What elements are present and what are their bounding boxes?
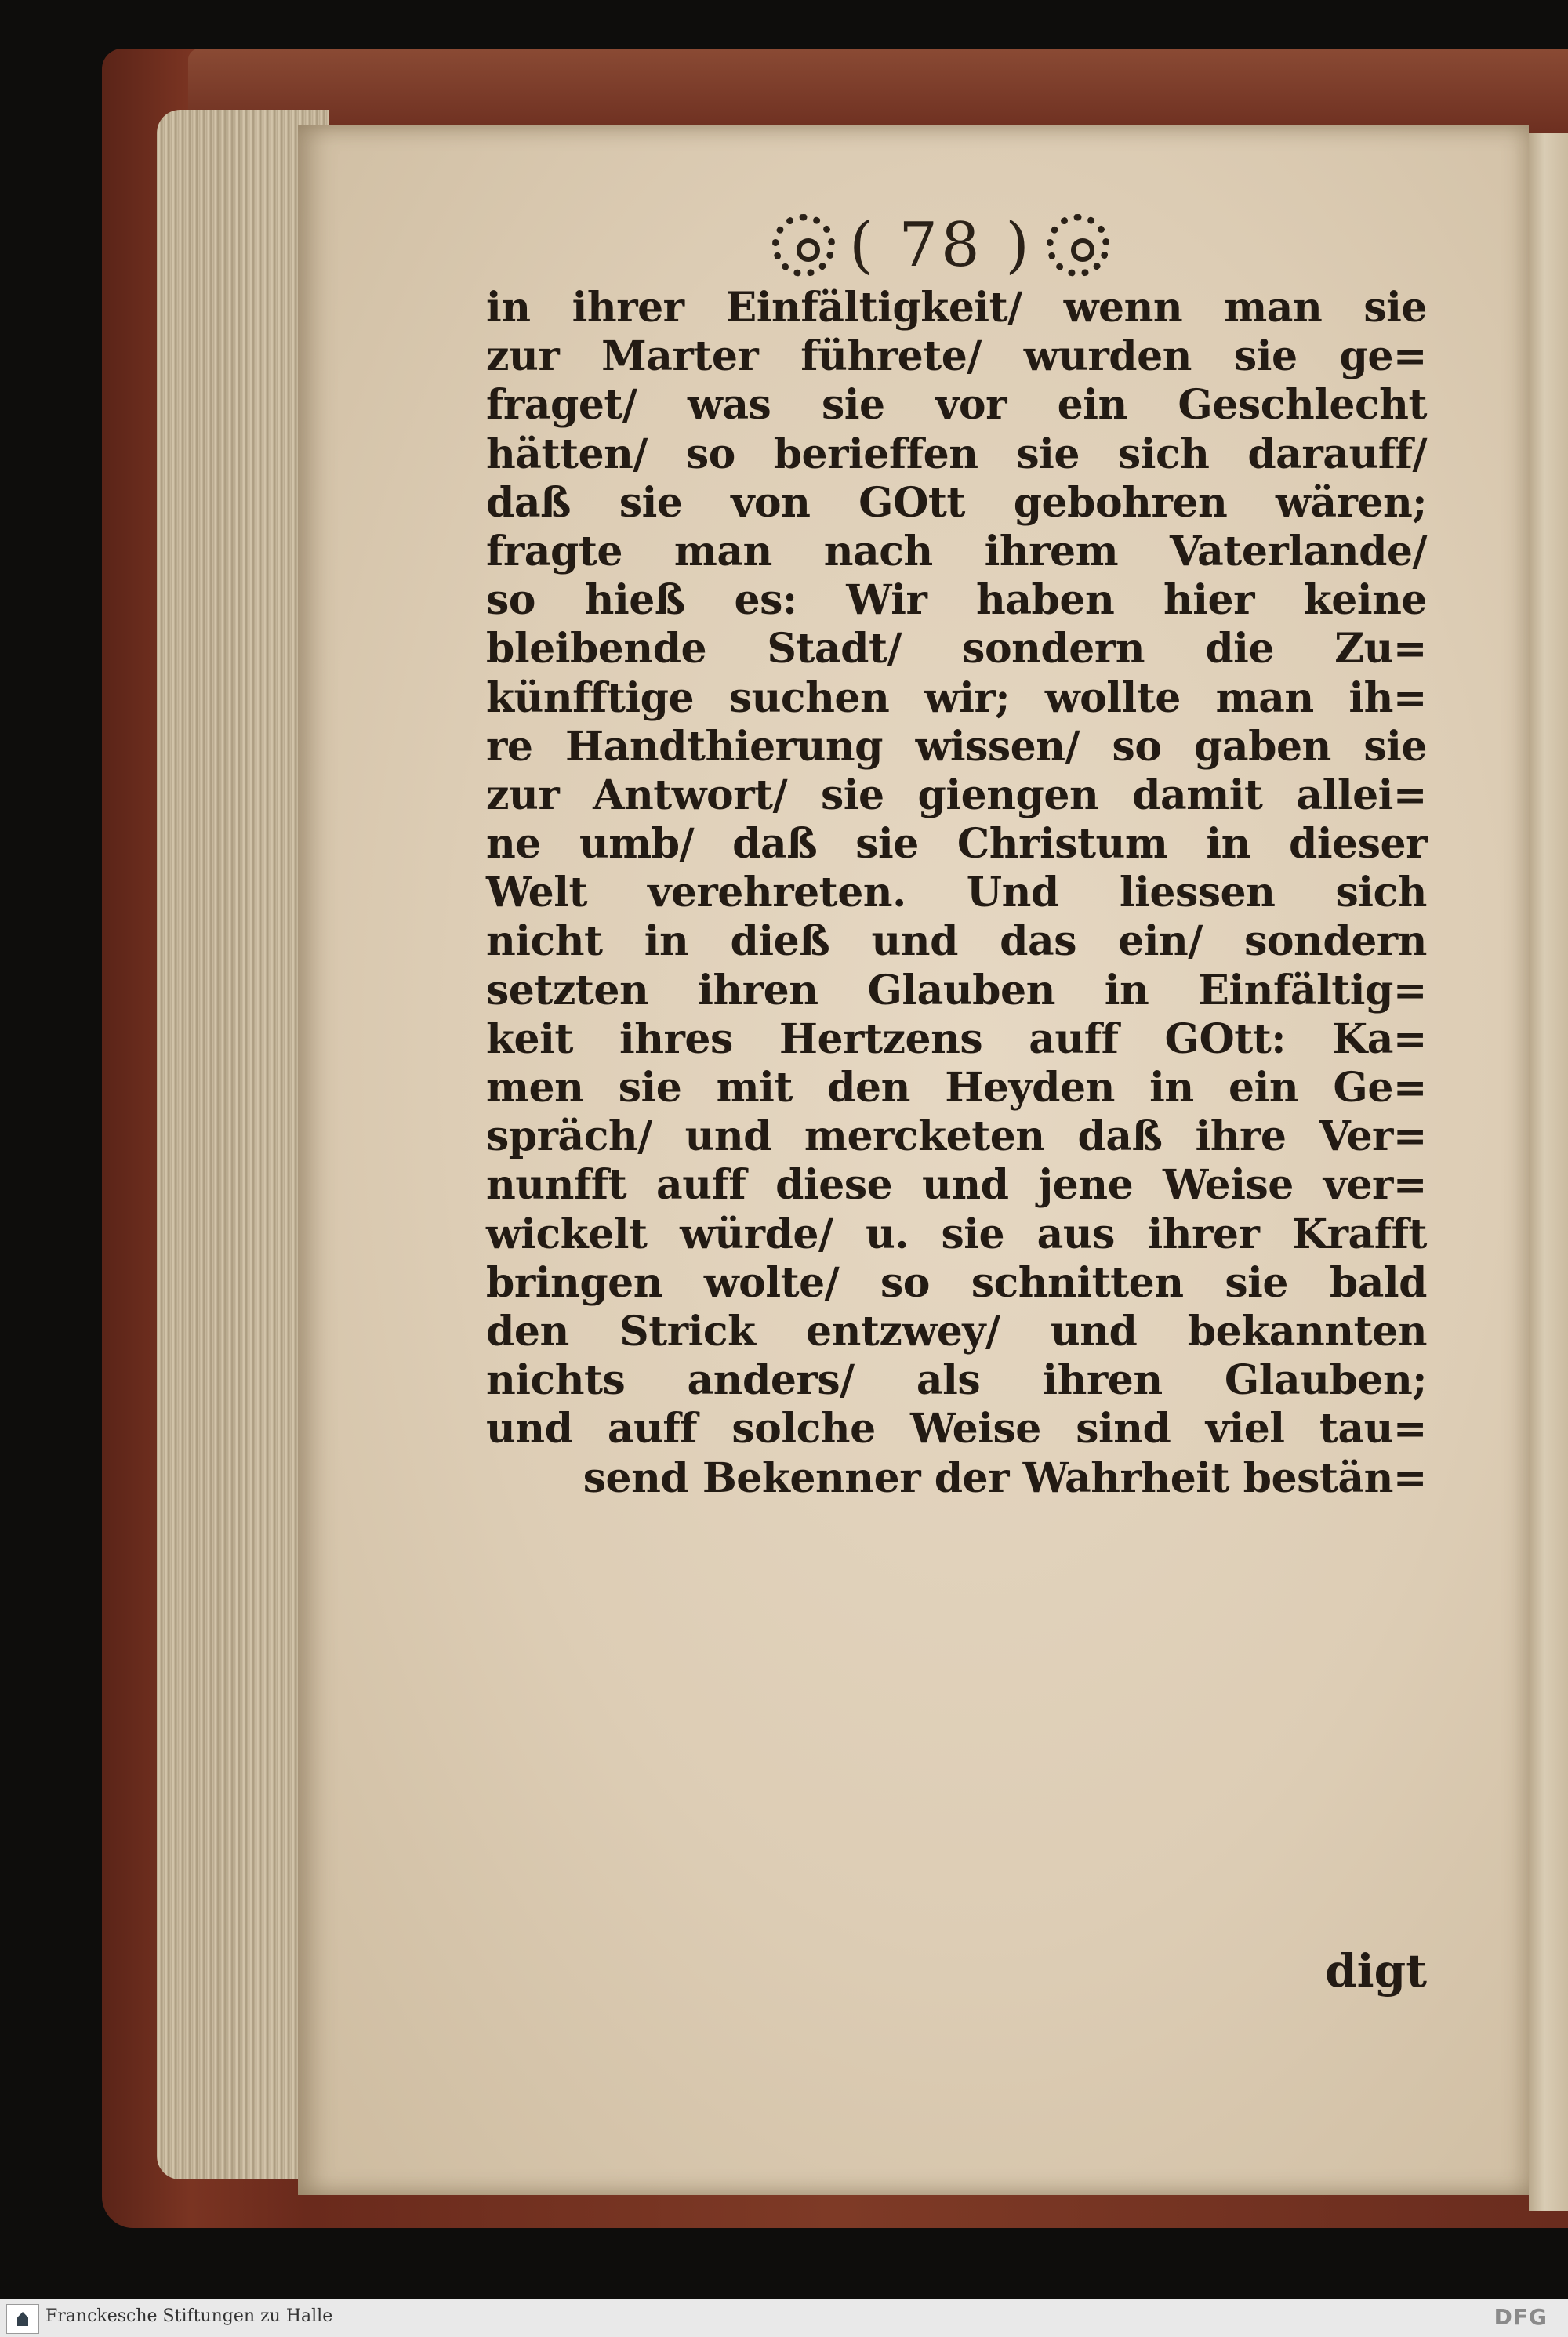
viewer-footer: [0, 2299, 1568, 2337]
text-line: men sie mit den Heyden in ein Ge=: [486, 1064, 1427, 1112]
text-line: bleibende Stadt/ sondern die Zu=: [486, 625, 1427, 673]
text-line: wickelt würde/ u. sie aus ihrer Krafft: [486, 1210, 1427, 1258]
text-line: send Bekenner der Wahrheit bestän=: [583, 1453, 1427, 1502]
text-line: zur Marter führete/ wurden sie ge=: [486, 332, 1427, 381]
text-line: in ihrer Einfältigkeit/ wenn man sie: [486, 284, 1427, 332]
rosette-ornament-icon: [772, 214, 835, 277]
text-line: zur Antwort/ sie giengen damit allei=: [486, 771, 1427, 819]
text-line: daß sie von GOtt gebohren wären;: [486, 478, 1427, 527]
text-line: ne umb/ daß sie Christum in dieser: [486, 820, 1427, 869]
text-line: künfftige suchen wir; wollte man ih=: [486, 673, 1427, 722]
text-line: den Strick entzwey/ und bekannten: [486, 1307, 1427, 1355]
text-line: nunfft auff diese und jene Weise ver=: [486, 1161, 1427, 1210]
text-line: keit ihres Hertzens auff GOtt: Ka=: [486, 1014, 1427, 1063]
catchword: digt: [1325, 1944, 1427, 1998]
page-number: ( 78 ): [849, 210, 1033, 281]
text-line: Welt verehreten. Und liessen sich: [486, 869, 1427, 917]
text-line: bringen wolte/ so schnitten sie bald: [486, 1258, 1427, 1307]
text-line: spräch/ und mercketen daß ihre Ver=: [486, 1112, 1427, 1161]
text-line: nicht in dieß und das ein/ sondern: [486, 917, 1427, 966]
text-line: und auff solche Weise sind viel tau=: [486, 1405, 1427, 1453]
text-line: so hieß es: Wir haben hier keine: [486, 576, 1427, 625]
text-line: hätten/ so berieffen sie sich darauff/: [486, 430, 1427, 478]
text-line: setzten ihren Glauben in Einfältig=: [486, 966, 1427, 1014]
page-text: [486, 284, 1427, 1503]
institution-logo-icon: [6, 2304, 39, 2334]
page-header: [768, 202, 1113, 288]
facing-page-edge: [1529, 133, 1568, 2211]
text-line: nichts anders/ als ihren Glauben;: [486, 1356, 1427, 1405]
rosette-ornament-icon: [1047, 214, 1109, 277]
text-line: fraget/ was sie vor ein Geschlecht: [486, 381, 1427, 430]
dfg-badge: DFG: [1494, 2304, 1548, 2330]
institution-name: Franckesche Stiftungen zu Halle: [45, 2306, 333, 2326]
text-line: re Handthierung wissen/ so gaben sie: [486, 722, 1427, 771]
text-line: fragte man nach ihrem Vaterlande/: [486, 527, 1427, 575]
